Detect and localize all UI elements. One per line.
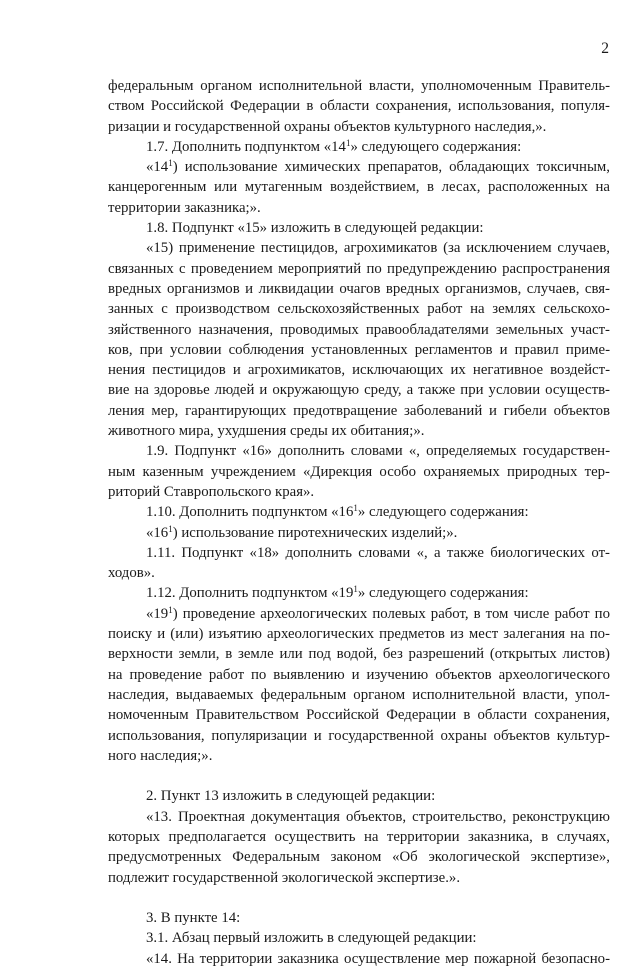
document-body [108,76,610,969]
superscript: 1 [168,158,173,169]
superscript: 1 [345,137,351,148]
text-line: канцерогенным или мутагенным воздействием, в лесах, расположенных на [108,179,610,196]
text-line: 3.1. Абзац первый изложить в следующей редакции: [146,930,477,947]
text-line: подлежит государственной экологической экспертизе.». [108,869,461,886]
text-line: на проведение работ по выявлению и изучению объектов археологического [108,666,610,683]
text-line: 1.12. Дополнить подпунктом «$19^1$» следующего содержания: [146,584,529,602]
text-line: нения пестицидов и агрохимикатов, исключающих их негативное воздейст- [108,362,610,379]
text-line: «$19^1$) проведение археологических полевых работ, в том числе работ по [146,604,610,622]
text-line: вие на здоровье людей и окружающую среду, а также при условии осуществ- [108,382,610,399]
text-line: вредных организмов и ликвидации очагов вредных организмов, случаев, свя- [108,280,610,297]
text-line: ков, при условии соблюдения установленных регламентов и правил приме- [108,341,610,358]
text-line: поиску и (или) изъятию археологических предметов из мест залегания на по- [108,626,610,643]
text-line: 2. Пункт 13 изложить в следующей редакции: [146,788,436,805]
text-line: 3. В пункте 14: [146,910,241,927]
text-line: которых предполагается осуществить на территории заказника, в случаях, [108,828,610,845]
text-line: «13. Проектная документация объектов, строительство, реконструкцию [146,808,610,825]
text-line: «$14^1$) использование химических препаратов, обладающих токсичным, [146,158,610,176]
text-line: занных с производством сельскохозяйственных работ на землях сельскохо- [108,301,610,318]
text-line: риторий Ставропольского края». [108,483,315,500]
text-line: «$16^1$) использование пиротехнических изделий;». [146,523,458,541]
text-line: ризации и государственной охраны объектов культурного наследия,». [108,118,547,135]
text-line: верхности земли, в земле или под водой, без разрешений (открытых листов) [108,646,610,663]
text-line: ления мер, гарантирующих предотвращение заболеваний и гибели объектов [108,402,610,419]
text-line: номоченным Правительством Российской Федерации в области сохранения, [108,707,610,724]
page-number: 2 [601,40,609,57]
text-line: 1.10. Дополнить подпунктом «$16^1$» следующего содержания: [146,503,529,521]
superscript: 1 [168,523,173,534]
text-line: зяйственного назначения, проводимых правообладателями земельных участ- [108,321,610,338]
text-line: территории заказника;». [108,199,261,216]
text-line: 1.7. Дополнить подпунктом «$14^1$» следующего содержания: [146,137,522,155]
superscript: 1 [353,584,358,595]
text-line: связанных с проведением мероприятий по предупреждению распространения [108,260,610,277]
text-line: 1.11. Подпункт «18» дополнить словами «, а также биологических от- [146,544,610,561]
text-line: 1.8. Подпункт «15» изложить в следующей редакции: [146,220,484,237]
text-line: 1.9. Подпункт «16» дополнить словами «, определяемых государствен- [146,443,610,460]
text-line: предусмотренных Федеральным законом «Об экологической экспертизе», [108,849,610,866]
text-line: ным казенным учреждением «Дирекция особо охраняемых природных тер- [108,463,610,480]
superscript: 1 [353,503,358,514]
superscript: 1 [168,604,173,615]
text-line: использования, популяризации и государственной охраны объектов культур- [108,727,610,744]
text-line: федеральным органом исполнительной власти, уполномоченным Правитель- [108,78,610,94]
text-line: наследия, выдаваемых федеральным органом исполнительной власти, упол- [108,686,610,703]
text-line: ного наследия;». [108,747,213,764]
text-line: ходов». [108,565,155,582]
text-line: «15) применение пестицидов, агрохимикатов (за исключением случаев, [146,240,610,257]
text-line: ством Российской Федерации в области сохранения, использования, популя- [108,98,610,115]
text-line: животного мира, ухудшения среды их обитания;». [108,423,425,440]
text-line: «14. На территории заказника осуществление мер пожарной безопасно- [146,950,610,967]
